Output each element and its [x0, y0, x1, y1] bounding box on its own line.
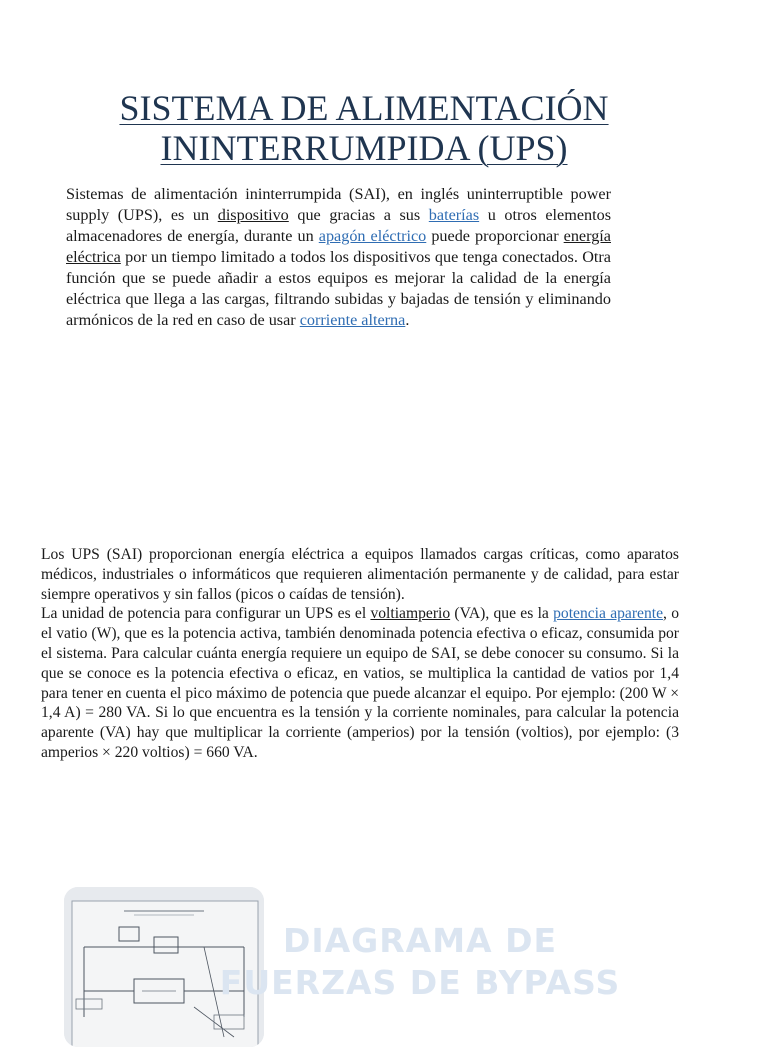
- body-text-b: (VA), que es la: [450, 605, 554, 623]
- caption-line-2: FUERZAS DE BYPASS: [219, 963, 621, 1002]
- link-energia-electrica[interactable]: energía eléctrica: [66, 227, 611, 266]
- body-paragraph-2: [41, 604, 679, 762]
- link-dispositivo[interactable]: dispositivo: [217, 206, 289, 224]
- intro-text-1: Sistemas de alimentación ininterrumpida (SAI), en inglés uninterruptible power supply (UPS), es un: [66, 185, 611, 224]
- title-line-2: ININTERRUMPIDA (UPS): [160, 128, 568, 168]
- body-section: [41, 545, 679, 763]
- title-line-1: SISTEMA DE ALIMENTACIÓN: [119, 88, 609, 128]
- link-corriente-alterna[interactable]: corriente alterna: [299, 311, 406, 329]
- intro-text-4: puede proporcionar: [426, 227, 564, 245]
- intro-text-2: que gracias a sus: [288, 206, 429, 224]
- link-voltiamperio[interactable]: voltiamperio: [370, 605, 451, 623]
- intro-text-3: u otros elementos almacenadores de energía, durante un: [66, 206, 611, 245]
- page-title: [40, 88, 688, 168]
- intro-text-5: por un tiempo limitado a todos los dispositivos que tenga conectados. Otra función que se puede añadir a estos equipos es mejorar la calidad de la energía eléctrica que llega a las cargas, filtrando subidas y bajadas de tensión y eliminando armónicos de la red en caso de usar: [66, 248, 611, 329]
- link-baterias[interactable]: baterías: [428, 206, 480, 224]
- body-paragraph-1: Los UPS (SAI) proporcionan energía eléctrica a equipos llamados cargas críticas, como aparatos médicos, industriales o informáticos que requieren alimentación permanente y de calidad, para estar siempre operativos y sin fallos (picos o caídas de tensión).: [41, 546, 679, 603]
- link-potencia-aparente[interactable]: potencia aparente: [553, 605, 664, 623]
- intro-text-6: .: [405, 311, 410, 329]
- diagram-caption: [200, 920, 640, 1004]
- body-text-a: La unidad de potencia para configurar un UPS es el: [41, 605, 371, 623]
- intro-paragraph: [66, 184, 611, 331]
- body-text-c: , o el vatio (W), que es la potencia activa, también denominada potencia efectiva o eficaz, consumida por el sistema. Para calcular cuánta energía requiere un equipo de SAI, se debe conocer su consumo. Si la que se conoce es la potencia efectiva o eficaz, en vatios, se multiplica la cantidad de vatios por 1,4 para tener en cuenta el pico máximo de potencia que puede alcanzar el equipo. Por ejemplo: (200 W × 1,4 A) = 280 VA. Si lo que encuentra es la tensión y la corriente nominales, para calcular la potencia aparente (VA) hay que multiplicar la corriente (amperios) por la tensión (voltios), por ejemplo: (3 amperios × 220 voltios) = 660 VA.: [41, 605, 679, 761]
- caption-line-1: DIAGRAMA DE: [282, 921, 558, 960]
- link-apagon-electrico[interactable]: apagón eléctrico: [318, 227, 427, 245]
